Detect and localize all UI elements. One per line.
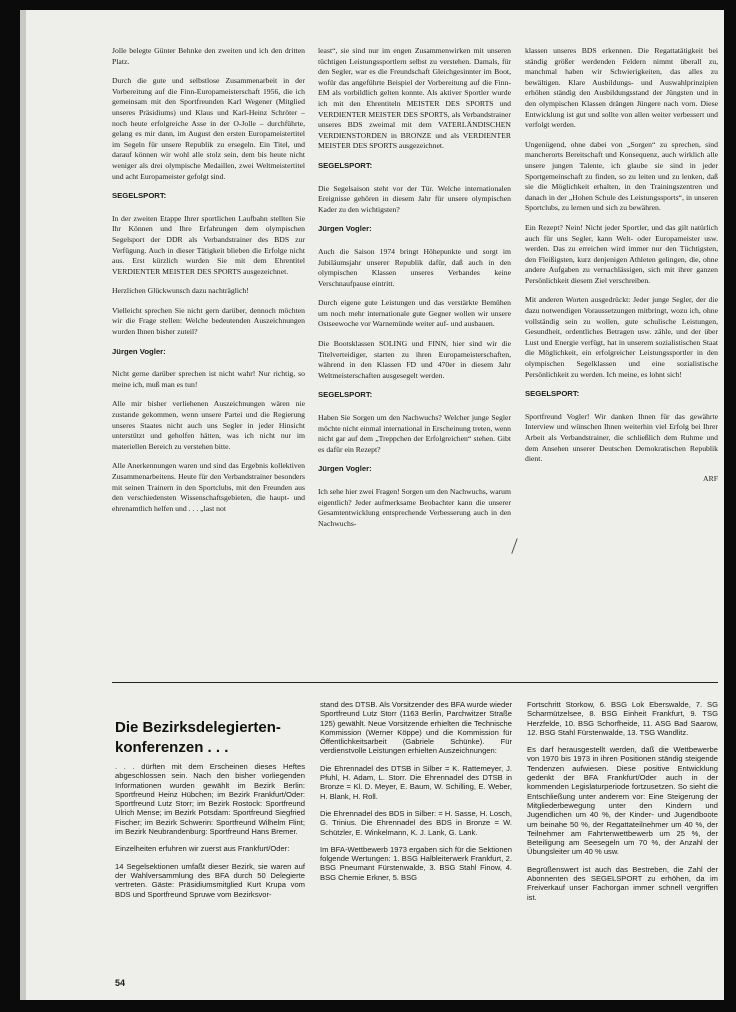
paragraph: least“, sie sind nur im engen Zusammenwirken mit unseren tüchtigen Leistungssportlern selbst zu verstehen. Damals, für den Segler, war es die Freundschaft Gleichgesinnter im Boot, wofür das angeführte Beispiel der Vorbereitung auf die Finn-EM als vorbildlich gelten konnte. Als aktiver Sportler wurde ich mit den Ehrentiteln MEISTER DES SPORTS und VERDIENTER MEISTER DES SPORTS, als Verbandstrainer unseres BDS zweimal mit dem VATERLÄNDISCHEN VERDIENSTORDEN in BRONZE und als VERDIENTER MEISTER DES SPORTS ausgezeichnet. [318, 46, 511, 151]
article-paragraph: Die Ehrennadel des DTSB in Silber = K. Rattemeyer, J. Pfuhl, H. Adam, L. Storr. Die Ehrennadel des DTSB in Bronze = Kl. D. Meyer, E. Baum, W. Schilling, E. Weber, H. Blank, H. Roll. [320, 763, 512, 801]
paragraph: Nicht gerne darüber sprechen ist nicht wahr! Nur richtig, so meine ich, muß man es tun! [112, 369, 305, 389]
article-paragraph: Im BFA-Wettbewerb 1973 ergaben sich für die Sektionen folgende Wertungen: 1. BSG Halbleiterwerk Frankfurt, 2. BSG Pneumant Fürstenwalde, 3. BSG Stahl Finow, 4. BSG Chemie Erkner, 5. BSG [320, 844, 512, 882]
paragraph: Ungenügend, ohne dabei von „Sorgen“ zu sprechen, sind mancherorts Bereitschaft und Konsequenz, auch wirklich alle unsere jungen Talente, ich glaube sie sind in jeder Sportgemeinschaft zu finden, so zu leiten und zu lenken, daß sie die Möglichkeit erhalten, in den Trainingszentren und danach in der „Hohen Schule des Leistungssports“, in unseren Sportclubs, zu lernen und sich zu bewähren. [525, 139, 718, 213]
interview-column-3 [525, 46, 718, 493]
paragraph: In der zweiten Etappe Ihrer sportlichen Laufbahn stellten Sie Ihr Können und Ihre Erfahrungen dem olympischen Segelsport der DDR als Verbandstrainer des BDS zur Verfügung. Auch in dieser Tätigkeit blieben die Erfolge nicht aus. Erst kürzlich wurden Sie mit dem Ehrentitel VERDIENTER MEISTER DES SPORTS ausgezeichnet. [112, 213, 305, 276]
paragraph: Herzlichen Glückwunsch dazu nachträglich! [112, 286, 249, 296]
paragraph: Sportfreund Vogler! Wir danken Ihnen für das gewährte Interview und wünschen Ihnen weiterhin viel Erfolg bei Ihrer Arbeit als Verbandstrainer, die schließlich dem Ruhme und dem Ansehen unserer Deutschen Demokratischen Republik dient. [525, 411, 718, 464]
magazine-page [20, 10, 724, 1000]
article-headline: Die Bezirksdelegierten-konferenzen . . . [115, 719, 281, 756]
page-number: 54 [115, 978, 126, 988]
speaker-heading: SEGELSPORT: [318, 160, 373, 170]
article-paragraph: 14 Segelsektionen umfaßt dieser Bezirk, sie waren auf der Wahlversammlung des BFA durch 50 Delegierte vertreten. Gäste: Präsidiumsmitglied Kurt Krupa vom BDS und Sportfreund Spruwe vom Bezirksvor- [115, 861, 305, 899]
speaker-heading: SEGELSPORT: [318, 390, 373, 400]
pencil-mark [511, 538, 517, 553]
section-divider [112, 682, 718, 683]
article-paragraph: Es darf herausgestellt werden, daß die Wettbewerbe von 1970 bis 1973 in ihren Positionen ständig steigende Tendenzen aufwiesen. Diese positive Entwicklung gedenkt der BFA Frankfurt/Oder auch in der kommenden Legislaturperiode fortzusetzen. So sieht die Entschließung unter anderem vor: Eine Steigerung der Mitgliederbewegung unter den Kindern und Jugendlichen um 40 %, der Kinder- und Jugendboote um beinahe 50 %, der Regattateilnehmer um 40 %, der Teilnehmer am Fahrtenwettbewerb um 25 %, der Beteiligung am Seesegeln um 70 %, der Anzahl der Übungsleiter um 40 % usw. [527, 745, 718, 857]
speaker-heading: SEGELSPORT: [525, 389, 580, 399]
interview-column-2 [318, 46, 511, 538]
article-paragraph: . . . dürften mit dem Erscheinen dieses Heftes abgeschlossen sein. Nach den bisher vorliegenden Informationen wurden gewählt im Bezirk Berlin: Sportfreund Heinz Hübchen; im Bezirk Frankfurt/Oder: Sportfreund Lutz Storr; im Bezirk Rostock: Sportfreund Ulrich Mense; im Bezirk Potsdam: Sportfreund Siegfried Fischer; im Bezirk Schwerin: Sportfreund Wilhelm Flint; im Bezirk Neubrandenburg: Sportfreund Hans Bremer. [115, 762, 305, 837]
paragraph: Ein Rezept? Nein! Nicht jeder Sportler, und das gilt natürlich auch für uns Segler, kann Welt- oder Europameister usw. werden. Das zu erreichen wird immer nur den Tüchtigsten, den Fleißigsten, kurz denjenigen Athleten gelingen, die, ohne andere Aufgaben zu vernachlässigen, sich mit ihrer ganzen Persönlichkeit diesem Ziel verschreiben. [525, 222, 718, 285]
paragraph: Alle mir bisher verliehenen Auszeichnungen wären nie zustande gekommen, wenn unsere Partei und die Regierung unseres Staates nicht auch uns Segler in jeder Hinsicht unterstützt und geholfen hätten, was ich nicht nur im materiellen Bereich zu verstehen bitte. [112, 399, 305, 451]
paragraph: klassen unseres BDS erkennen. Die Regattatätigkeit bei ständig größer werdenden Feldern nimmt überall zu, manchmal haben wir Schwierigkeiten, das alles zu bewältigen. Klare Ausbildungs- und Auswahlprinzipien erhöhen ständig den Ausbildungsstand der Jüngsten und in den olympischen Klassen drängen Jüngere nach vorn. Diese Entwicklung ist gut und sollte von allen weiter verbessert und verfolgt werden. [525, 46, 718, 130]
speaker-heading: SEGELSPORT: [112, 191, 167, 201]
article-paragraph: Begrüßenswert ist auch das Bestreben, die Zahl der Abonnenten des SEGELSPORT zu erhöhen, da im Freiverkauf unser Fachorgan immer schnell vergriffen ist. [527, 864, 718, 902]
paragraph: Ich sehe hier zwei Fragen! Sorgen um den Nachwuchs, warum eigentlich? Jeder aufmerksame Beobachter kann die unserer Gesamtentwicklung entsprechende Verbesserung auch in den Nachwuchs- [318, 487, 511, 528]
article-column-2 [320, 700, 512, 890]
author-signature: ARF [703, 473, 718, 483]
speaker-heading: Jürgen Vogler: [318, 224, 372, 234]
speaker-heading: Jürgen Vogler: [112, 346, 166, 356]
paragraph: Haben Sie Sorgen um den Nachwuchs? Welcher junge Segler möchte nicht einmal international in Erscheinung treten, wenn nicht gar auf dem „Treppchen der Erfolgreichen“ stehen. Gibt es dafür ein Rezept? [318, 413, 511, 454]
paragraph: Durch die gute und selbstlose Zusammenarbeit in der Vorbereitung auf die Finn-Europameisterschaft 1956, die ich gemeinsam mit den Sportfreunden Karl Wegener (Mitglied unseres Präsidiums) und Klaus und Karl-Heinz Schröter – noch heute erfolgreiche Asse in der O-Jolle – durchführte, gelang es mir dann, im August den ersten Europameistertitel im Segeln für unsere Republik zu ersegeln. Ein Titel, und darauf können wir wohl alle stolz sein, dem bis heute nicht weniger als drei olympische Medaillen, zwei Weltmeistertitel und acht Europameister gefolgt sind. [112, 76, 305, 181]
article-column-1 [115, 762, 305, 907]
paragraph: Die Bootsklassen SOLING und FINN, hier sind wir die Titelverteidiger, starten zu ihren Europameisterschaften, während in den Klassen FD und 470er in diesem Jahr Weltmeisterschaften ausgesegelt werden. [318, 339, 511, 380]
article-paragraph: Fortschritt Storkow, 6. BSG Lok Eberswalde, 7. SG Scharmützelsee, 8. BSG Einheit Frankfurt, 9. TSG Herzfelde, 10. BSG Schorfheide, 11. ASG Bad Saarow, 12. BSG Stahl Fürstenwalde, 13. TSG Wandlitz. [527, 700, 718, 737]
article-paragraph: stand des DTSB. Als Vorsitzender des BFA wurde wieder Sportfreund Lutz Storr (1163 Berlin, Parchwitzer Straße 125) gewählt. Neue Vorsitzende erhielten die Technische Kommission (Werner Köppe) und die Kommission für Öffentlichkeitsarbeit (Gabriele Schünke). Für verdienstvolle Leistungen erhielten Auszeichnungen: [320, 700, 512, 756]
interview-column-1 [112, 46, 305, 523]
paragraph: Vielleicht sprechen Sie nicht gern darüber, dennoch möchten wir die Frage stellen: Welche bedeutenden Auszeichnungen wurden Ihnen bisher zuteil? [112, 305, 305, 337]
paragraph: Auch die Saison 1974 bringt Höhepunkte und sorgt im Jubiläumsjahr unserer Republik dafür, daß auch in den olympischen Klassen unseres Verbandes keine Verschnaufpause eintritt. [318, 246, 511, 288]
speaker-heading: Jürgen Vogler: [318, 464, 372, 474]
paragraph: Die Segelsaison steht vor der Tür. Welche internationalen Ereignisse gehören in diesem Jahr für unsere olympischen Kader zu den wichtigsten? [318, 183, 511, 214]
article-paragraph: Die Ehrennadel des BDS in Silber: = H. Sasse, H. Losch, G. Trinius. Die Ehrennadel des BDS in Bronze = W. Schützler, E. Winkelmann, K. J. Lank, G. Lank. [320, 808, 512, 837]
article-paragraph: Einzelheiten erfuhren wir zuerst aus Frankfurt/Oder: [115, 844, 290, 854]
paragraph: Durch eigene gute Leistungen und das verstärkte Bemühen um noch mehr internationale gute Gegner wollen wir unsere Ostseewoche vor Warnemünde weiter auf- und ausbauen. [318, 298, 511, 329]
paragraph: Mit anderen Worten ausgedrückt: Jeder junge Segler, der die dazu notwendigen Voraussetzungen mitbringt, wozu ich, ohne vollständig sein zu wollen, gute schulische Leistungen, Gesundheit, ordentliches Betragen usw. zähle, und der über Lust und Energie verfügt, hat in unserem sozialistischen Staat die Möglichkeit, ein erfolgreicher Leistungssportler in den olympischen Segelklassen und eine sozialistische Persönlichkeit zu werden. Ich meine, es lohnt sich! [525, 295, 718, 379]
article-column-3 [527, 700, 718, 910]
page-edge [20, 10, 26, 1000]
paragraph: Alle Anerkennungen waren und sind das Ergebnis kollektiven Zusammenarbeitens. Heute für den Verbandstrainer besonders mit seinen Trainern in den Sportclubs, mit den Freunden aus den verschiedensten Wissenschaftsgebieten, die haupt- und ehrenamtlich helfen und . . . „last not [112, 461, 305, 513]
paragraph: Jolle belegte Günter Behnke den zweiten und ich den dritten Platz. [112, 46, 305, 66]
